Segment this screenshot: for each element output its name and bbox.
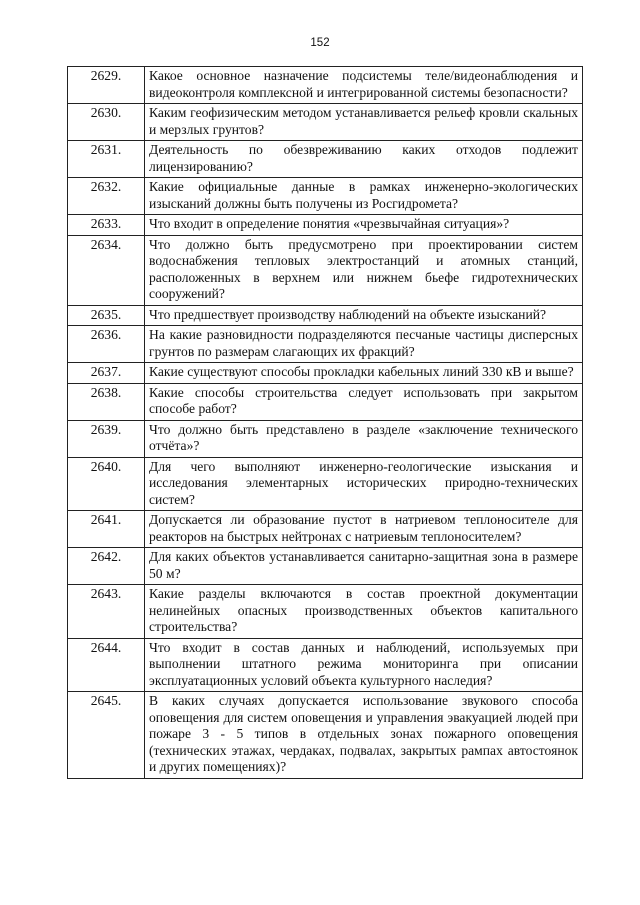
question-text: Для чего выполняют инженерно-геологические изыскания и исследования элементарных исторических природно-технических систем? — [145, 457, 583, 511]
question-text: Какие способы строительства следует использовать при закрытом способе работ? — [145, 383, 583, 420]
table-row — [68, 104, 583, 141]
table-row — [68, 235, 583, 305]
question-text: Деятельность по обезвреживанию каких отходов подлежит лицензированию? — [145, 141, 583, 178]
question-number: 2635. — [68, 305, 145, 326]
question-text: Какие существуют способы прокладки кабельных линий 330 кВ и выше? — [145, 363, 583, 384]
table-row — [68, 383, 583, 420]
question-number: 2631. — [68, 141, 145, 178]
question-number: 2644. — [68, 638, 145, 692]
question-text: Что входит в определение понятия «чрезвычайная ситуация»? — [145, 215, 583, 236]
table-row — [68, 141, 583, 178]
question-text: На какие разновидности подразделяются песчаные частицы дисперсных грунтов по размерам слагающих их фракций? — [145, 326, 583, 363]
question-number: 2645. — [68, 692, 145, 779]
question-text: Что предшествует производству наблюдений на объекте изысканий? — [145, 305, 583, 326]
table-row — [68, 363, 583, 384]
table-row — [68, 548, 583, 585]
table-row — [68, 585, 583, 639]
question-number: 2634. — [68, 235, 145, 305]
table-row — [68, 178, 583, 215]
question-number: 2641. — [68, 511, 145, 548]
table-row — [68, 638, 583, 692]
questions-table-body — [68, 67, 583, 779]
questions-table — [67, 66, 583, 779]
question-number: 2636. — [68, 326, 145, 363]
question-number: 2633. — [68, 215, 145, 236]
question-text: В каких случаях допускается использование звукового способа оповещения для систем оповещения и управления эвакуацией людей при пожаре 3 - 5 типов в отдельных зонах пожарного оповещения (технических этажах, чердаках, подвалах, закрытых рампах автостоянок и других помещениях)? — [145, 692, 583, 779]
question-text: Допускается ли образование пустот в натриевом теплоносителе для реакторов на быстрых нейтронах с натриевым теплоносителем? — [145, 511, 583, 548]
question-number: 2642. — [68, 548, 145, 585]
question-number: 2630. — [68, 104, 145, 141]
question-number: 2638. — [68, 383, 145, 420]
page-number: 152 — [310, 37, 330, 49]
table-row — [68, 511, 583, 548]
question-text: Что должно быть представлено в разделе «заключение технического отчёта»? — [145, 420, 583, 457]
question-number: 2640. — [68, 457, 145, 511]
question-number: 2637. — [68, 363, 145, 384]
table-row — [68, 692, 583, 779]
table-row — [68, 326, 583, 363]
question-text: Что должно быть предусмотрено при проектировании систем водоснабжения тепловых электростанций и атомных станций, расположенных в верхнем или нижнем бьефе гидротехнических сооружений? — [145, 235, 583, 305]
question-text: Каким геофизическим методом устанавливается рельеф кровли скальных и мерзлых грунтов? — [145, 104, 583, 141]
question-text: Для каких объектов устанавливается санитарно-защитная зона в размере 50 м? — [145, 548, 583, 585]
question-text: Какие официальные данные в рамках инженерно-экологических изысканий должны быть получены из Росгидромета? — [145, 178, 583, 215]
table-row — [68, 420, 583, 457]
table-row — [68, 215, 583, 236]
table-row — [68, 457, 583, 511]
question-number: 2639. — [68, 420, 145, 457]
question-text: Что входит в состав данных и наблюдений, используемых при выполнении штатного режима мониторинга при описании эксплуатационных условий объекта культурного наследия? — [145, 638, 583, 692]
question-text: Какие разделы включаются в состав проектной документации нелинейных опасных производственных объектов капитального строительства? — [145, 585, 583, 639]
question-number: 2643. — [68, 585, 145, 639]
question-number: 2632. — [68, 178, 145, 215]
question-number: 2629. — [68, 67, 145, 104]
table-row — [68, 305, 583, 326]
table-row — [68, 67, 583, 104]
question-text: Какое основное назначение подсистемы теле/видеонаблюдения и видеоконтроля комплексной и интегрированной системы безопасности? — [145, 67, 583, 104]
